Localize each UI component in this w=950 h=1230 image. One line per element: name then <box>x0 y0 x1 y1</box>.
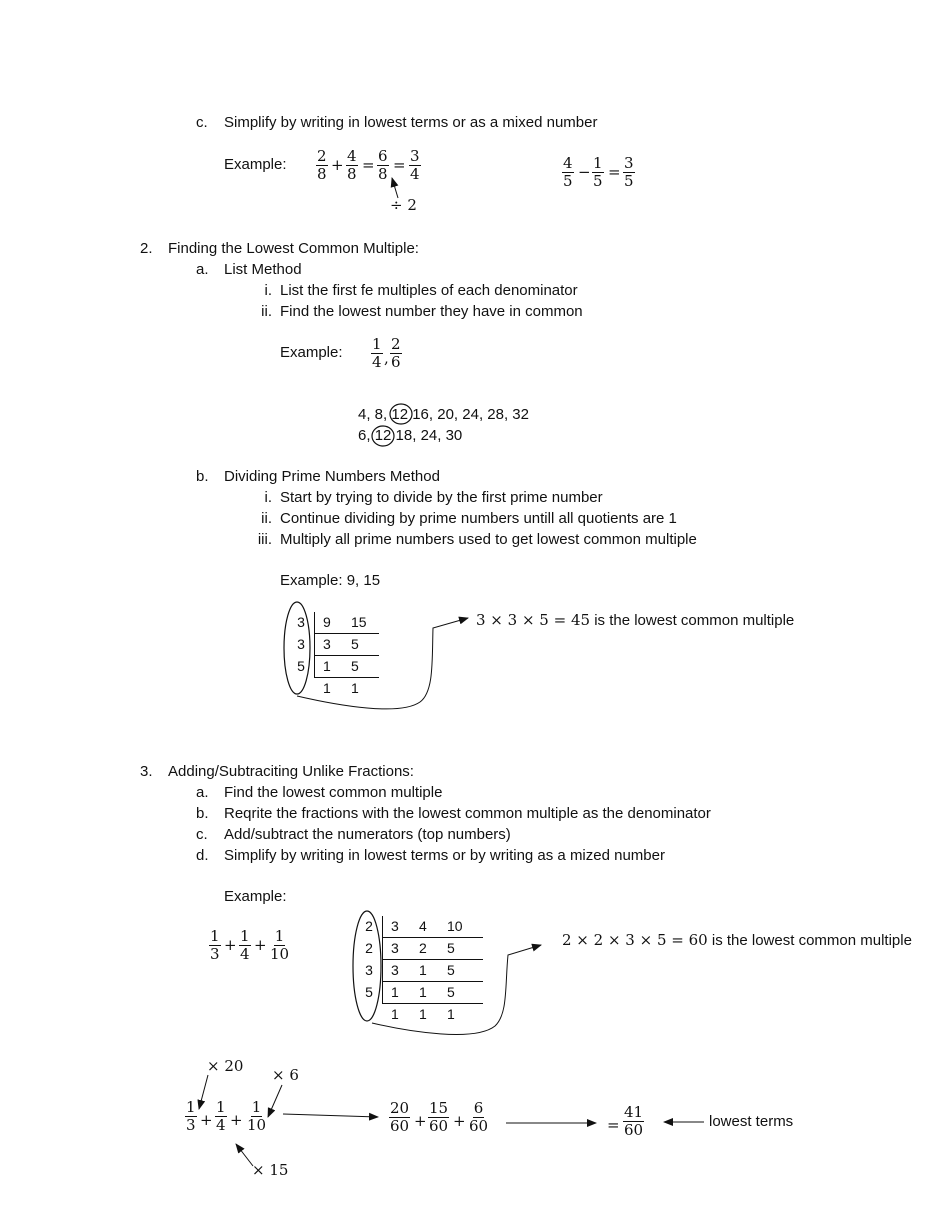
lowest-terms-label: lowest terms <box>709 1113 794 1130</box>
step-marker: iii. <box>257 531 272 548</box>
multiples-of-6: 6, 12 18, 24, 30 <box>358 427 463 444</box>
divide-by-2-note: ÷ 2 <box>390 196 417 214</box>
answer-fraction: $\frac{41}{60}$ <box>624 1103 644 1139</box>
divisor-cell: 2 <box>356 916 383 938</box>
list-method-marker: a. <box>196 261 209 278</box>
multiples-of-4: 4, 8, 12 16, 20, 24, 28, 32 <box>358 406 529 423</box>
step-text: Add/subtract the numerators (top numbers) <box>224 826 511 843</box>
quotient-cell: 9 <box>323 612 351 634</box>
quotient-cell: 15 <box>351 612 379 634</box>
plus-sign: + <box>224 936 237 954</box>
step-text: Find the lowest number they have in common <box>280 303 583 320</box>
prime-method-marker: b. <box>196 468 209 485</box>
quotient-cell: 1 <box>419 982 447 1004</box>
fraction: $\frac{1}{3}$ <box>186 1098 196 1134</box>
divisor-cell: 3 <box>356 960 383 982</box>
fraction: $\frac{1}{4}$ <box>216 1098 226 1134</box>
step-text: Reqrite the fractions with the lowest common multiple as the denominator <box>224 805 711 822</box>
quotient-cell: 5 <box>447 982 483 1004</box>
x15-arrow <box>236 1144 253 1166</box>
fraction: $\frac{1}{10}$ <box>247 1098 267 1134</box>
prime-method-title: Dividing Prime Numbers Method <box>224 468 440 485</box>
quotient-cell: 3 <box>391 916 419 938</box>
plus-sign: + <box>254 936 267 954</box>
x20-arrow <box>199 1075 208 1109</box>
section-3-title: Adding/Subtraciting Unlike Fractions: <box>168 763 414 780</box>
fraction: $\frac{1}{4}$ <box>372 335 382 371</box>
plus-sign: + <box>200 1111 213 1129</box>
quotient-cell: 1 <box>419 1006 427 1022</box>
fraction: $\frac{6}{8}$ <box>378 147 388 183</box>
item-c-marker: c. <box>196 114 208 131</box>
quotient-cell: 3 <box>391 960 419 982</box>
divisor-cell: 5 <box>288 656 315 678</box>
example-label: Example: <box>224 888 287 905</box>
lcm-result-45: 3 × 3 × 5 = 45 is the lowest common multiple <box>476 611 795 629</box>
example-label: Example: <box>224 156 287 173</box>
quotient-cell: 1 <box>391 982 419 1004</box>
section-2-title: Finding the Lowest Common Multiple: <box>168 240 419 257</box>
divide-arrow <box>392 178 398 198</box>
example-label: Example: 9, 15 <box>280 572 381 589</box>
equals-sign: = <box>607 1116 620 1134</box>
multiplier-x15: × 15 <box>252 1161 289 1179</box>
step-text: List the first fe multiples of each denominator <box>280 282 578 299</box>
fraction: $\frac{20}{60}$ <box>390 1099 410 1135</box>
minus-sign: − <box>578 163 591 181</box>
circled-common-multiple: 12 <box>374 427 392 444</box>
multiplier-x6: × 6 <box>272 1066 299 1084</box>
section-2-number: 2. <box>140 240 153 257</box>
step-marker: i. <box>264 489 272 506</box>
divisor-cell: 3 <box>288 634 315 656</box>
quotient-cell: 5 <box>447 960 483 982</box>
lcm-arrow <box>372 945 541 1034</box>
lcm-result-60: 2 × 2 × 3 × 5 = 60 is the lowest common multiple <box>562 931 912 949</box>
fraction: $\frac{1}{3}$ <box>210 927 220 963</box>
equals-sign: = <box>393 156 406 174</box>
quotient-cell: 5 <box>447 938 483 960</box>
fraction: $\frac{4}{5}$ <box>563 154 573 190</box>
divisor-cell: 3 <box>288 612 315 634</box>
fraction: $\frac{3}{4}$ <box>410 147 420 183</box>
plus-sign: + <box>414 1112 427 1130</box>
quotient-cell: 5 <box>351 634 379 656</box>
quotient-cell: 1 <box>447 1006 455 1022</box>
quotient-cell: 3 <box>391 938 419 960</box>
quotient-cell: 1 <box>323 680 331 696</box>
circled-common-multiple: 12 <box>391 406 409 423</box>
divisor-oval <box>284 602 310 694</box>
divisor-cell: 2 <box>356 938 383 960</box>
fraction: $\frac{4}{8}$ <box>347 147 357 183</box>
flow-arrow <box>283 1114 378 1117</box>
quotient-cell: 3 <box>323 634 351 656</box>
divisor-cell: 5 <box>356 982 383 1004</box>
step-marker: c. <box>196 826 208 843</box>
item-c-text: Simplify by writing in lowest terms or as a mixed number <box>224 114 598 131</box>
step-marker: b. <box>196 805 209 822</box>
fraction: $\frac{2}{8}$ <box>317 147 327 183</box>
fraction: $\frac{15}{60}$ <box>429 1099 449 1135</box>
quotient-cell: 1 <box>351 680 359 696</box>
plus-sign: + <box>230 1111 243 1129</box>
circle-common-12 <box>372 426 394 446</box>
step-text: Multiply all prime numbers used to get lowest common multiple <box>280 531 697 548</box>
multiplier-x20: × 20 <box>207 1057 244 1075</box>
section-3-number: 3. <box>140 763 153 780</box>
quotient-cell: 5 <box>351 656 379 678</box>
fraction: $\frac{1}{4}$ <box>240 927 250 963</box>
quotient-cell: 4 <box>419 916 447 938</box>
quotient-cell: 1 <box>391 1006 399 1022</box>
step-text: Simplify by writing in lowest terms or by writing as a mized number <box>224 847 665 864</box>
step-marker: ii. <box>261 510 272 527</box>
step-text: Continue dividing by prime numbers untill all quotients are 1 <box>280 510 677 527</box>
fraction: $\frac{1}{10}$ <box>270 927 290 963</box>
fraction: $\frac{2}{6}$ <box>391 335 401 371</box>
step-marker: i. <box>264 282 272 299</box>
lcm-arrow <box>297 618 468 709</box>
step-text: Find the lowest common multiple <box>224 784 443 801</box>
list-method-title: List Method <box>224 261 302 278</box>
step-marker: a. <box>196 784 209 801</box>
quotient-cell: 2 <box>419 938 447 960</box>
fraction: $\frac{3}{5}$ <box>624 154 634 190</box>
plus-sign: + <box>453 1112 466 1130</box>
step-marker: ii. <box>261 303 272 320</box>
fraction: $\frac{6}{60}$ <box>469 1099 489 1135</box>
equals-sign: = <box>362 156 375 174</box>
fraction: $\frac{1}{5}$ <box>593 154 603 190</box>
quotient-cell: 1 <box>419 960 447 982</box>
step-text: Start by trying to divide by the first prime number <box>280 489 603 506</box>
circle-common-12 <box>390 404 412 424</box>
example-label: Example: <box>280 344 343 361</box>
divisor-oval <box>353 911 381 1021</box>
plus-sign: + <box>331 156 344 174</box>
quotient-cell: 10 <box>447 916 483 938</box>
equals-sign: = <box>608 163 621 181</box>
step-marker: d. <box>196 847 209 864</box>
x6-arrow <box>268 1085 282 1117</box>
comma: , <box>384 349 389 367</box>
quotient-cell: 1 <box>323 656 351 678</box>
